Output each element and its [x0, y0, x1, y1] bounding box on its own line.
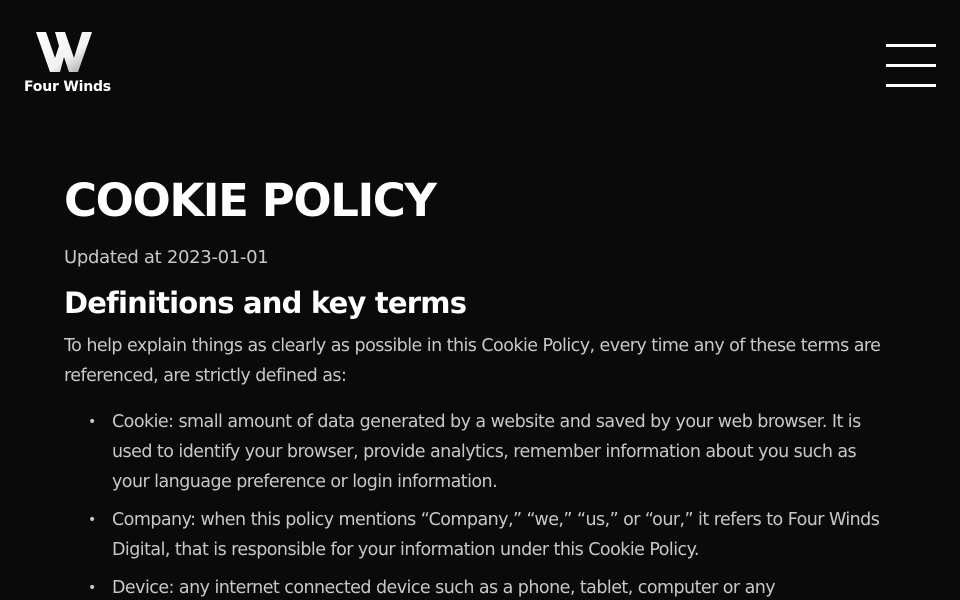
page-title: COOKIE POLICY [64, 174, 436, 227]
term-text: Company: when this policy mentions “Company,” “we,” “us,” or “our,” it refers to Four Winds Digital, that is responsible for your information under this Cookie Policy. [112, 510, 880, 560]
hamburger-menu-icon-bar-top [886, 44, 936, 47]
section-heading: Definitions and key terms [64, 286, 467, 320]
logo-w-mark-icon [36, 32, 92, 72]
list-item [88, 505, 894, 565]
term-text: Device: any internet connected device such as a phone, tablet, computer or any [112, 578, 776, 598]
term-text: Cookie: small amount of data generated by a website and saved by your web browser. It is used to identify your browser, provide analytics, remember information about you such as your language preference or login information. [112, 412, 861, 492]
bullet: • [88, 414, 96, 430]
policy-content [64, 168, 894, 600]
menu-button[interactable] [886, 44, 936, 88]
updated-date: Updated at 2023-01-01 [64, 247, 269, 268]
bullet: • [88, 580, 96, 596]
hamburger-menu-icon-bar-middle [886, 64, 936, 67]
hamburger-menu-icon-bar-bottom [886, 84, 936, 87]
list-item [88, 407, 894, 497]
list-item [88, 573, 894, 600]
logo-text: Four Winds [24, 79, 111, 95]
intro-paragraph: To help explain things as clearly as possible in this Cookie Policy, every time any of these terms are referenced, are strictly defined as: [64, 336, 881, 386]
bullet: • [88, 512, 96, 528]
terms-list [64, 407, 894, 600]
logo-link[interactable] [22, 30, 111, 100]
